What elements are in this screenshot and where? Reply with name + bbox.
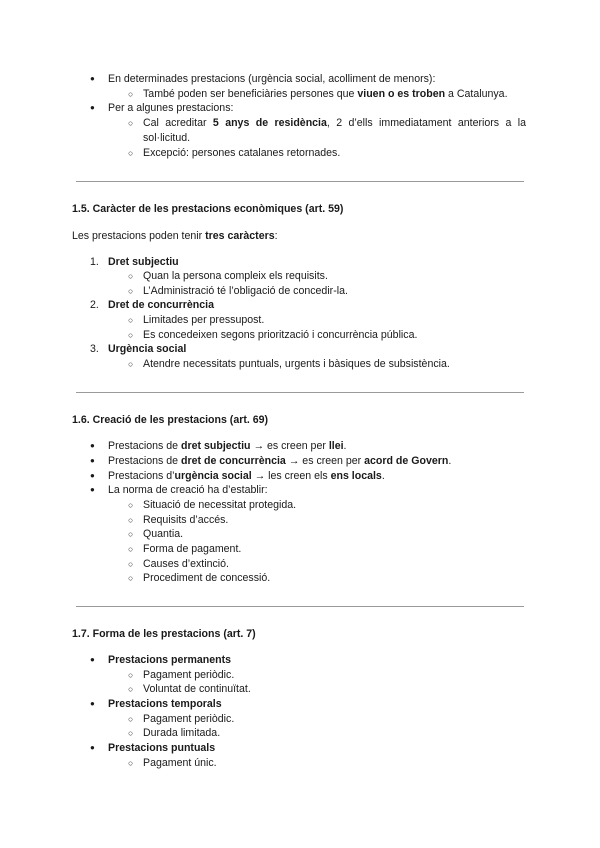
document-page: ● En determinades prestacions (urgència social, acolliment de menors): ○ També poden ser beneficiàries persones que viuen o es troben a Catalunya. ● Per a algunes prestacions: ○ Cal acreditar 5 anys de residència, 2 d’ells immediatament anteriors a la sol·licitud. ○ Excepció: persones catalanes retornades. 1.5. Caràcter de les prestacions econòmiques (art. 59) Les prestacions poden tenir tres caràcters: 1. Dret subjectiu ○ Quan la persona compleix els requisits. ○ L’Administració té l’obligació de concedir-la. 2. Dret de concurrència ○ Limitades per pressupost. ○ Es concedeixen segons priorització i concurrència pública. 3. Urgència social ○ Atendre necessitats puntuals, urgents i bàsiques de subsistència. 1.6. Creació de les prestacions (art. 69) ● Prestacions de dret subjectiu → es creen per llei. ● Prestacions de dret de concurrència → es creen per acord de Govern. ● Prestacions d’urgència social → les creen els ens locals. ● La norma de creació ha d’establir: ○ Situació de necessitat protegida. ○ Requisits d’accés. ○ Quantia. ○ Forma de pagament. ○ Causes d’extinció. ○ Procediment de concessió. 1.7. Forma de les prestacions (art. 7) ● Prestacions permanents ○ Pagament periòdic. ○ Voluntat de continuïtat. ● Prestacions temporals ○ Pagament periòdic. ○ Durada limitada. ● Prestacions puntuals ○ Pagament únic. (72, 73, 526, 769)
section-intro: Les prestacions poden tenir tres caràcters: (72, 230, 278, 242)
section-divider (76, 606, 524, 607)
section-heading-1-5: 1.5. Caràcter de les prestacions econòmiques (art. 59) (72, 203, 344, 215)
section-heading-1-6: 1.6. Creació de les prestacions (art. 69) (72, 414, 269, 426)
section-divider (76, 392, 524, 393)
section-divider (76, 181, 524, 182)
section-heading-1-7: 1.7. Forma de les prestacions (art. 7) (72, 628, 256, 640)
